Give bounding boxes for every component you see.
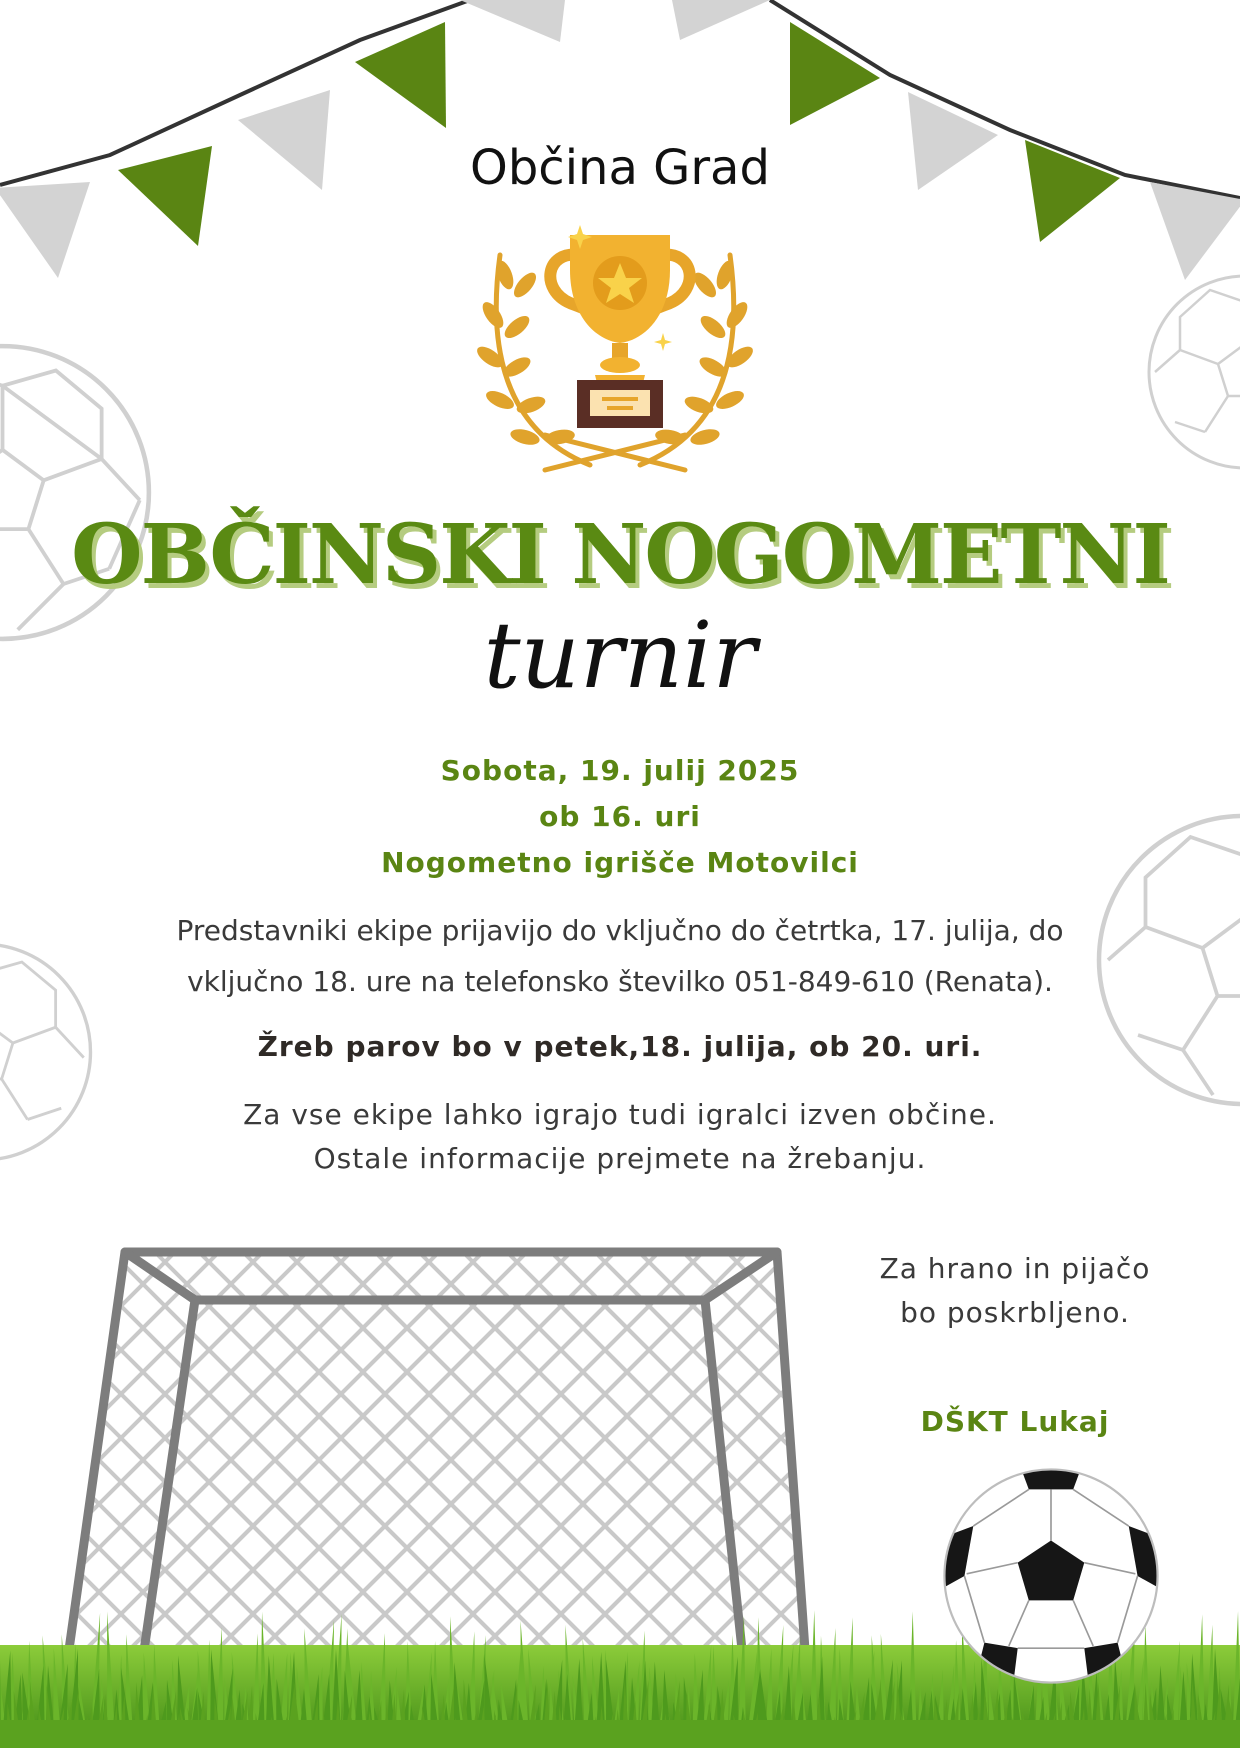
event-venue: Nogometno igrišče Motovilci bbox=[381, 846, 859, 879]
trophy-icon bbox=[525, 225, 715, 430]
page-title: OBČINSKI NOGOMETNI bbox=[71, 507, 1169, 603]
catering-line-1: Za hrano in pijačo bbox=[879, 1252, 1151, 1285]
event-details bbox=[0, 748, 1240, 886]
players-note-line-2: Ostale informacije prejmete na žrebanju. bbox=[313, 1142, 927, 1175]
registration-text bbox=[70, 905, 1170, 1007]
event-date: Sobota, 19. julij 2025 bbox=[440, 754, 800, 787]
players-note-line-1: Za vse ekipe lahko igrajo tudi igralci izven občine. bbox=[243, 1098, 997, 1131]
registration-line-2: vključno 18. ure na telefonsko številko 051-849-610 (Renata). bbox=[187, 965, 1053, 998]
organizer-name: DŠKT Lukaj bbox=[920, 1405, 1110, 1438]
municipality-name: Občina Grad bbox=[470, 140, 770, 196]
players-note bbox=[0, 1093, 1240, 1181]
soccer-ball-outline-icon bbox=[1145, 272, 1240, 472]
event-time: ob 16. uri bbox=[539, 800, 701, 833]
title-script: turnir bbox=[483, 602, 757, 709]
catering-note bbox=[820, 1247, 1210, 1335]
draw-announcement: Žreb parov bo v petek,18. julija, ob 20. uri. bbox=[257, 1030, 983, 1063]
registration-line-1: Predstavniki ekipe prijavijo do vključno do četrtka, 17. julija, do bbox=[176, 914, 1064, 947]
catering-line-2: bo poskrbljeno. bbox=[900, 1296, 1130, 1329]
grass-icon bbox=[0, 1640, 1240, 1748]
